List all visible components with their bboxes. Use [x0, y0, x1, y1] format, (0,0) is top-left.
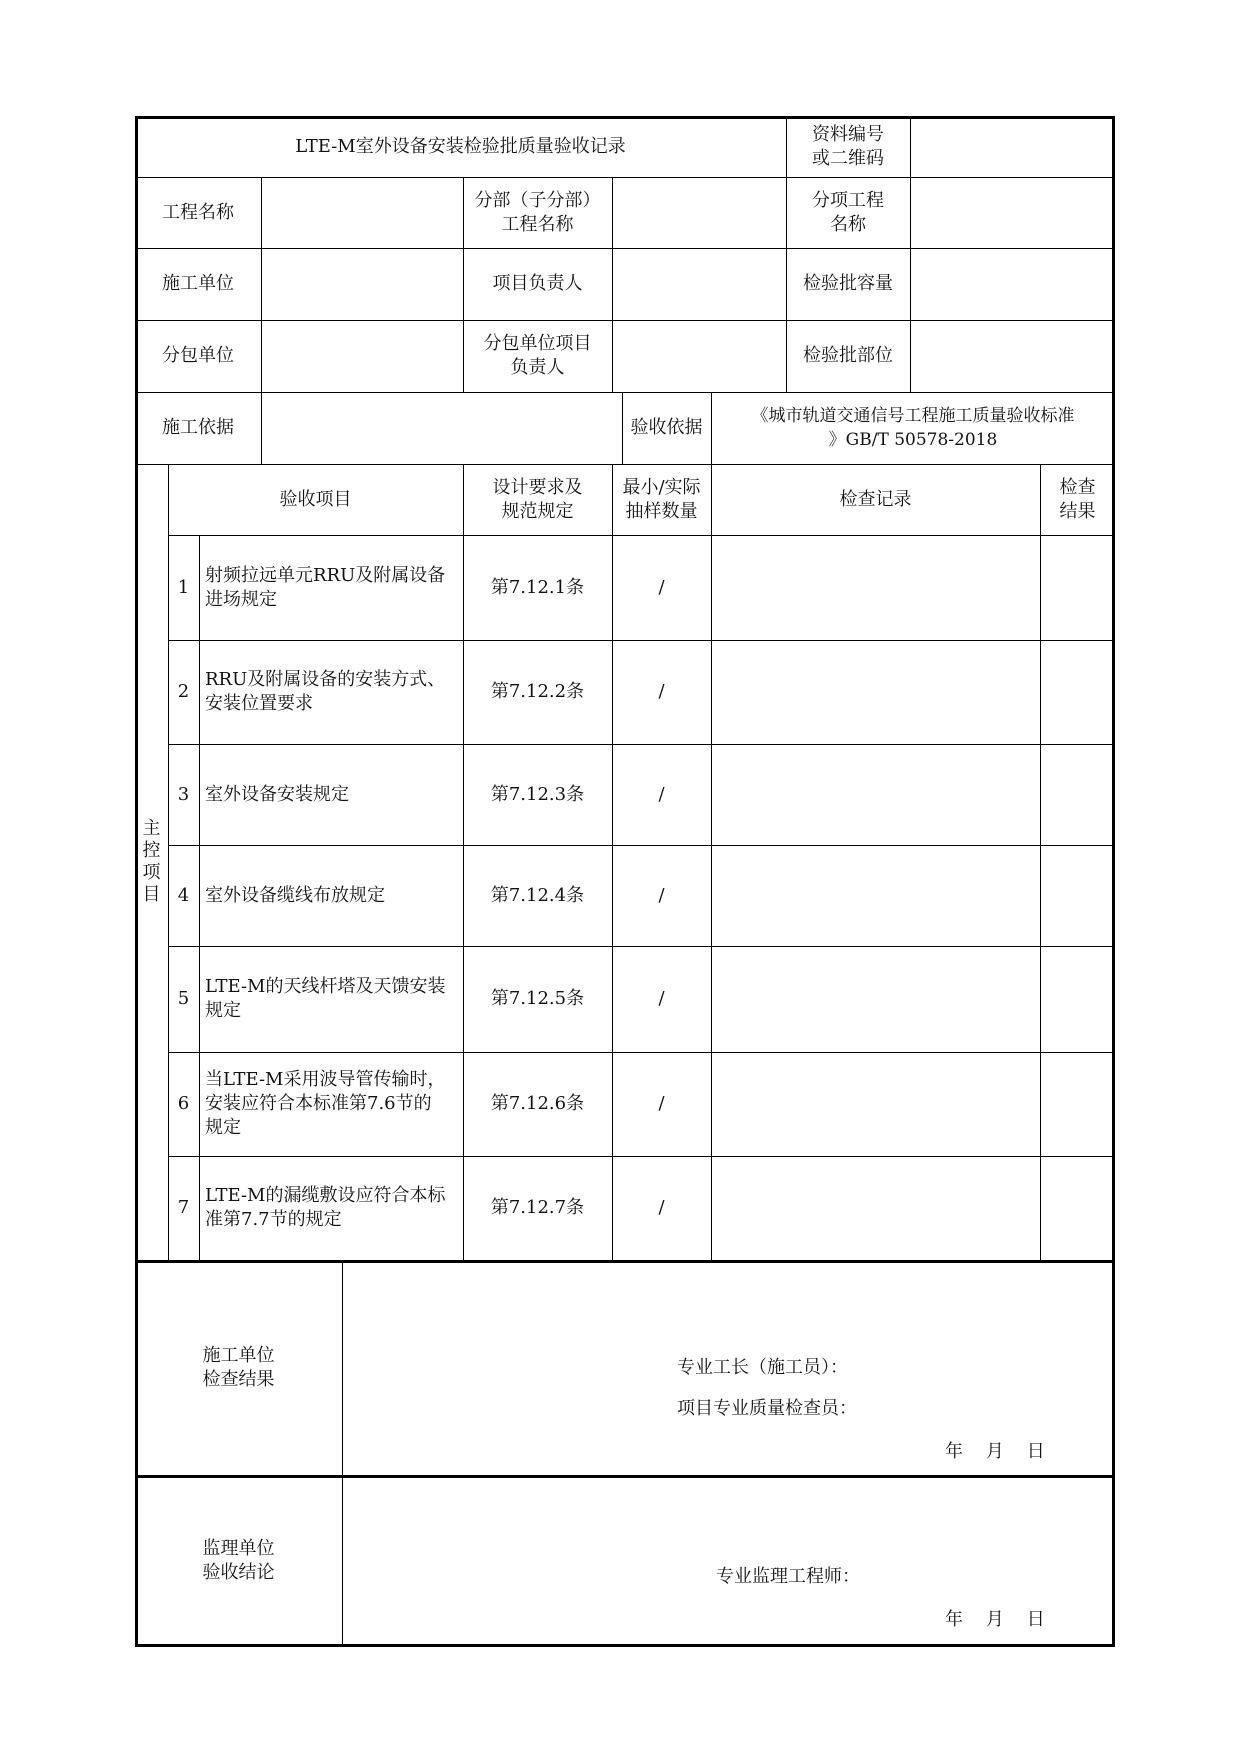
- row-result[interactable]: [1040, 744, 1115, 845]
- row-sample: /: [658, 1093, 665, 1114]
- row-number: 2: [177, 681, 190, 702]
- subcontractor-value[interactable]: [261, 320, 463, 392]
- row-result[interactable]: [1040, 640, 1115, 744]
- row-item: 当LTE-M采用波导管传输时， 安装应符合本标准第7.6节的 规定: [205, 1069, 446, 1138]
- col-header-design: 设计要求及 规范规定: [492, 476, 583, 522]
- row-clause: 第7.12.7条: [490, 1197, 585, 1218]
- foreman-signature-label: 专业工长（施工员）：: [677, 1357, 848, 1378]
- col-header-sample: 最小/实际 抽样数量: [622, 476, 701, 522]
- subdivision-label: 分部（子分部） 工程名称: [474, 189, 601, 235]
- row-record[interactable]: [711, 946, 1040, 1052]
- document-code-value[interactable]: [910, 116, 1115, 177]
- row-number: 3: [177, 783, 190, 805]
- form-title: LTE-M室外设备安装检验批质量验收记录: [295, 135, 626, 157]
- contractor-date-label: 年 月 日: [945, 1441, 1045, 1462]
- project-name-label: 工程名称: [162, 201, 234, 223]
- row-item: 室外设备安装规定: [205, 783, 349, 805]
- quality-inspector-label: 项目专业质量检查员：: [677, 1398, 857, 1419]
- batch-capacity-value[interactable]: [910, 248, 1115, 320]
- project-manager-label: 项目负责人: [492, 273, 583, 294]
- contractor-check-label: 施工单位 检查结果: [202, 1344, 275, 1390]
- row-number: 6: [177, 1093, 190, 1114]
- row-sample: /: [658, 884, 665, 906]
- main-control-label: 主 控 项 目: [142, 818, 161, 905]
- supervisor-date-label: 年 月 日: [945, 1609, 1045, 1630]
- row-result[interactable]: [1040, 1156, 1115, 1260]
- col-header-item: 验收项目: [279, 488, 352, 510]
- supervisor-check-label: 监理单位 验收结论: [202, 1538, 275, 1583]
- row-clause: 第7.12.3条: [490, 783, 585, 805]
- row-record[interactable]: [711, 1156, 1040, 1260]
- row-record[interactable]: [711, 845, 1040, 946]
- acceptance-basis-value: 《城市轨道交通信号工程施工质量验收标准 》GB/T 50578-2018: [751, 406, 1075, 450]
- basis-label: 施工依据: [162, 417, 234, 438]
- row-clause: 第7.12.5条: [490, 988, 585, 1009]
- row-record[interactable]: [711, 1052, 1040, 1156]
- acceptance-basis-label: 验收依据: [630, 417, 703, 438]
- row-item: RRU及附属设备的安装方式、 安装位置要求: [205, 669, 446, 714]
- row-item: LTE-M的天线杆塔及天馈安装 规定: [205, 976, 446, 1021]
- row-sample: /: [658, 681, 665, 702]
- row-number: 5: [177, 988, 190, 1009]
- subitem-value[interactable]: [910, 177, 1115, 248]
- row-record[interactable]: [711, 744, 1040, 845]
- sub-manager-label: 分包单位项目 负责人: [483, 333, 592, 378]
- row-result[interactable]: [1040, 845, 1115, 946]
- col-header-record: 检查记录: [839, 488, 912, 510]
- row-result[interactable]: [1040, 946, 1115, 1052]
- row-clause: 第7.12.1条: [490, 576, 585, 598]
- row-number: 1: [177, 576, 190, 598]
- col-header-result: 检查 结果: [1059, 476, 1096, 522]
- basis-value[interactable]: [261, 392, 622, 464]
- row-sample: /: [658, 783, 665, 805]
- row-result[interactable]: [1040, 535, 1115, 640]
- row-clause: 第7.12.2条: [490, 681, 585, 702]
- contractor-label: 施工单位: [162, 273, 234, 294]
- row-clause: 第7.12.4条: [490, 884, 585, 906]
- batch-location-value[interactable]: [910, 320, 1115, 392]
- row-number: 4: [177, 884, 190, 906]
- document-code-label: 资料编号 或二维码: [812, 123, 884, 169]
- subcontractor-label: 分包单位: [162, 345, 234, 366]
- supervising-engineer-label: 专业监理工程师：: [716, 1566, 860, 1587]
- batch-capacity-label: 检验批容量: [803, 273, 893, 294]
- row-clause: 第7.12.6条: [490, 1093, 585, 1114]
- row-number: 7: [177, 1197, 190, 1218]
- row-record[interactable]: [711, 535, 1040, 640]
- row-item: 射频拉远单元RRU及附属设备 进场规定: [205, 564, 446, 610]
- row-sample: /: [658, 988, 665, 1009]
- sub-manager-value[interactable]: [612, 320, 786, 392]
- row-sample: /: [658, 1197, 665, 1218]
- contractor-value[interactable]: [261, 248, 463, 320]
- row-item: LTE-M的漏缆敷设应符合本标 准第7.7节的规定: [205, 1185, 446, 1230]
- row-record[interactable]: [711, 640, 1040, 744]
- subitem-label: 分项工程 名称: [812, 189, 884, 235]
- subdivision-value[interactable]: [612, 177, 786, 248]
- row-item: 室外设备缆线布放规定: [205, 884, 385, 906]
- project-name-value[interactable]: [261, 177, 463, 248]
- row-result[interactable]: [1040, 1052, 1115, 1156]
- batch-location-label: 检验批部位: [803, 345, 893, 366]
- project-manager-value[interactable]: [612, 248, 786, 320]
- row-sample: /: [658, 576, 665, 598]
